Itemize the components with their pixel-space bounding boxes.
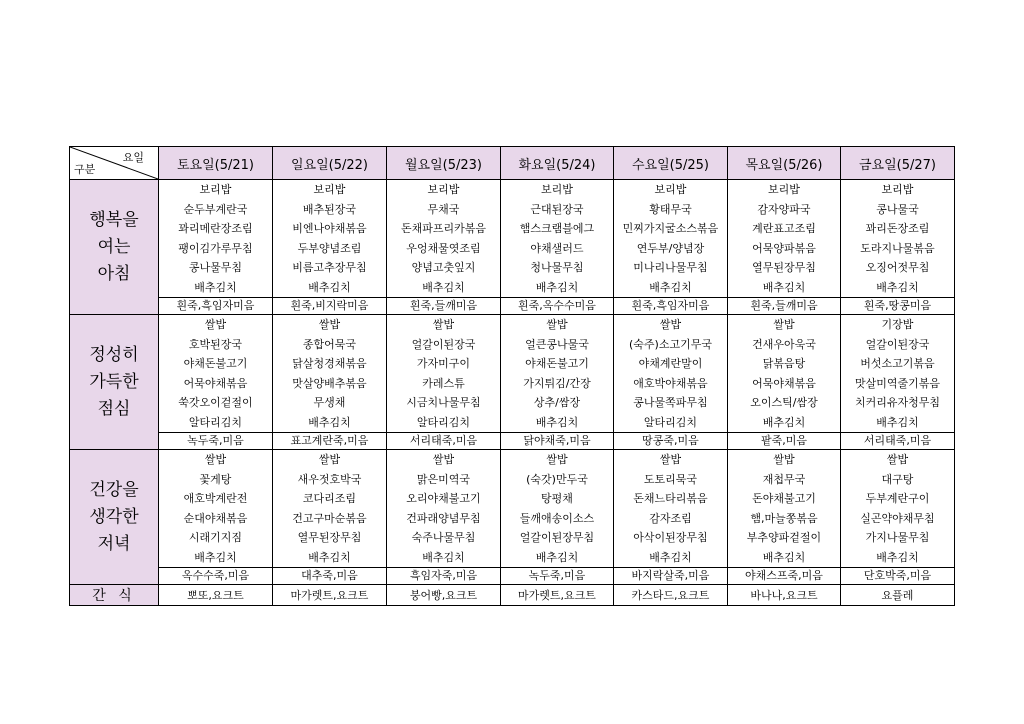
menu-item: 쌀밥 bbox=[659, 318, 682, 331]
menu-item: 쌀밥 bbox=[773, 453, 795, 466]
menu-item: 청나물무침 bbox=[530, 261, 584, 274]
menu-item: 근대된장국 bbox=[530, 202, 584, 216]
menu-item: 기장밥 bbox=[881, 318, 914, 331]
menu-item: 닭볶음탕 bbox=[762, 357, 806, 370]
menu-item: 얼갈이된장국 bbox=[411, 337, 476, 351]
menu-item: 콩나물쪽파무침 bbox=[633, 396, 708, 409]
menu-item: 어묵양파볶음 bbox=[752, 241, 816, 255]
menu-item: 콩나물국 bbox=[876, 202, 919, 216]
corner-label-day: 요일 bbox=[122, 151, 144, 164]
menu-item: 가자미구이 bbox=[416, 357, 471, 370]
menu-item: 보리밥 bbox=[654, 183, 687, 196]
menu-item: 배추김치 bbox=[194, 280, 237, 294]
menu-item: 비엔나야채볶음 bbox=[292, 222, 367, 235]
lunch-menu-cell bbox=[841, 315, 955, 433]
menu-item: 돈채느타리볶음 bbox=[633, 492, 708, 505]
lunch-menu-cell bbox=[501, 315, 614, 433]
section-label-line: 저녁 bbox=[97, 533, 131, 554]
dinner-menu-cell bbox=[614, 450, 728, 568]
day-header: 수요일(5/25) bbox=[614, 147, 728, 180]
menu-item: 시래기지짐 bbox=[188, 531, 243, 544]
porridge-cell: 닭야채죽,미음 bbox=[501, 433, 614, 450]
menu-item: 건파래양념무침 bbox=[406, 511, 481, 525]
menu-item: 건고구마순볶음 bbox=[292, 511, 367, 525]
menu-item: 알타리김치 bbox=[188, 415, 243, 429]
menu-item: 쌀밥 bbox=[204, 453, 227, 466]
breakfast-menu-cell bbox=[614, 180, 728, 298]
menu-item: 야채샐러드 bbox=[530, 241, 584, 255]
corner-cell bbox=[70, 147, 159, 180]
dinner-menu-cell bbox=[501, 450, 614, 568]
menu-item: 열무된장무침 bbox=[297, 531, 362, 544]
lunch-menu-cell bbox=[273, 315, 387, 433]
menu-item: 쌀밥 bbox=[318, 453, 341, 466]
menu-item: 배추김치 bbox=[535, 550, 579, 564]
dinner-section-label bbox=[70, 450, 159, 585]
menu-item: 두부양념조림 bbox=[297, 241, 362, 255]
menu-item: 무생채 bbox=[313, 396, 346, 409]
porridge-cell: 흰죽,비지락미음 bbox=[273, 298, 387, 315]
menu-item: 얼큰콩나물국 bbox=[525, 337, 589, 351]
breakfast-menu-cell bbox=[841, 180, 955, 298]
menu-item: 애호박야채볶음 bbox=[633, 376, 708, 390]
menu-item: 햄,마늘쫑볶음 bbox=[750, 511, 818, 525]
menu-item: 쌀밥 bbox=[659, 453, 682, 466]
menu-item: 배추김치 bbox=[308, 550, 351, 564]
porridge-cell: 단호박죽,미음 bbox=[841, 568, 955, 585]
menu-item: 탕평채 bbox=[541, 492, 573, 505]
menu-item: 배추김치 bbox=[422, 550, 465, 564]
menu-item: 들깨애송이소스 bbox=[519, 511, 595, 525]
menu-item: 야채계란말이 bbox=[638, 357, 703, 370]
section-label-line: 여는 bbox=[97, 236, 131, 257]
menu-item: (숙주)소고기무국 bbox=[629, 337, 712, 351]
menu-item: 꽈리메란장조림 bbox=[178, 222, 253, 235]
snack-label: 간 식 bbox=[70, 585, 159, 606]
menu-item: 오이스틱/쌈장 bbox=[750, 396, 818, 409]
menu-item: 보리밥 bbox=[199, 183, 232, 196]
dinner-menu-row bbox=[70, 450, 955, 568]
menu-item: 꽈리돈장조림 bbox=[865, 222, 930, 235]
breakfast-menu-cell bbox=[159, 180, 273, 298]
menu-item: 쌀밥 bbox=[546, 453, 568, 466]
menu-item: (숙갓)만두국 bbox=[526, 472, 588, 486]
dinner-menu-cell bbox=[159, 450, 273, 568]
menu-item: 쌀밥 bbox=[432, 453, 455, 466]
porridge-cell: 서리태죽,미음 bbox=[387, 433, 501, 450]
menu-item: 쌀밥 bbox=[318, 318, 341, 331]
porridge-cell: 땅콩죽,미음 bbox=[614, 433, 728, 450]
porridge-cell: 흰죽,들깨미음 bbox=[728, 298, 841, 315]
menu-item: 황태무국 bbox=[649, 202, 692, 216]
menu-item: 배추김치 bbox=[649, 550, 692, 564]
menu-item: 배추김치 bbox=[762, 280, 806, 294]
menu-item: 감자조림 bbox=[649, 511, 692, 525]
menu-item: 돈야채불고기 bbox=[752, 492, 816, 505]
menu-item: 쑥갓오이겉절이 bbox=[178, 396, 253, 409]
menu-item: 쌀밥 bbox=[886, 453, 909, 466]
corner-label-category: 구분 bbox=[74, 163, 96, 176]
menu-item: 배추김치 bbox=[535, 280, 579, 294]
menu-item: 꽃게탕 bbox=[199, 472, 232, 486]
menu-item: 보리밥 bbox=[427, 183, 460, 196]
header-row bbox=[70, 147, 955, 180]
menu-item: 아삭이된장무침 bbox=[633, 531, 708, 544]
breakfast-menu-cell bbox=[273, 180, 387, 298]
menu-item: 시금치나물무침 bbox=[406, 396, 481, 409]
porridge-cell: 흰죽,흑임자미음 bbox=[614, 298, 728, 315]
snack-cell: 카스타드,요크트 bbox=[614, 585, 728, 606]
menu-item: 치커리유자청무침 bbox=[854, 396, 940, 409]
menu-item: 비름고추장무침 bbox=[292, 261, 367, 274]
section-label-line: 점심 bbox=[97, 398, 131, 419]
porridge-cell: 녹두죽,미음 bbox=[159, 433, 273, 450]
menu-item: 가지튀김/간장 bbox=[523, 376, 591, 390]
lunch-menu-cell bbox=[159, 315, 273, 433]
snack-cell: 뽀또,요크트 bbox=[159, 585, 273, 606]
menu-item: 어묵야채볶음 bbox=[752, 376, 816, 390]
menu-item: 팽이김가루무침 bbox=[178, 241, 253, 255]
day-header: 화요일(5/24) bbox=[501, 147, 614, 180]
menu-item: 배추된장국 bbox=[302, 202, 357, 216]
snack-row bbox=[70, 585, 955, 606]
day-header: 목요일(5/26) bbox=[728, 147, 841, 180]
menu-item: 야채돈불고기 bbox=[183, 357, 248, 370]
menu-item: 숙주나물무침 bbox=[411, 531, 476, 544]
menu-item: 오징어젓무침 bbox=[865, 261, 930, 274]
porridge-cell: 녹두죽,미음 bbox=[501, 568, 614, 585]
day-header: 토요일(5/21) bbox=[159, 147, 273, 180]
breakfast-menu-row bbox=[70, 180, 955, 298]
menu-item: 순대야채볶음 bbox=[183, 511, 248, 525]
lunch-menu-cell bbox=[614, 315, 728, 433]
breakfast-menu-cell bbox=[728, 180, 841, 298]
menu-item: 버섯소고기볶음 bbox=[860, 357, 935, 370]
menu-item: 맛살양배추볶음 bbox=[292, 376, 367, 390]
menu-item: 오리야채불고기 bbox=[406, 492, 481, 505]
menu-item: 도라지나물볶음 bbox=[860, 241, 935, 255]
menu-item: 배추김치 bbox=[876, 280, 919, 294]
menu-item: 두부계란구이 bbox=[865, 492, 930, 505]
menu-item: 얼갈이된장국 bbox=[865, 337, 930, 351]
snack-cell: 마가렛트,요크트 bbox=[501, 585, 614, 606]
day-header: 금요일(5/27) bbox=[841, 147, 955, 180]
menu-item: 배추김치 bbox=[876, 550, 919, 564]
section-label-line: 행복을 bbox=[89, 209, 139, 230]
dinner-menu-cell bbox=[728, 450, 841, 568]
menu-item: 배추김치 bbox=[535, 415, 579, 429]
menu-item: 양념고춧잎지 bbox=[411, 261, 476, 274]
menu-item: 배추김치 bbox=[649, 280, 692, 294]
menu-item: 배추김치 bbox=[762, 415, 806, 429]
menu-item: 보리밥 bbox=[541, 183, 573, 196]
porridge-cell: 옥수수죽,미음 bbox=[159, 568, 273, 585]
weekly-meal-table bbox=[69, 146, 955, 606]
section-label-line: 건강을 bbox=[89, 479, 139, 500]
menu-item: 쌀밥 bbox=[546, 318, 568, 331]
menu-item: 배추김치 bbox=[308, 415, 351, 429]
menu-item: 콩나물무침 bbox=[188, 261, 243, 274]
breakfast-porridge-row bbox=[70, 298, 955, 315]
lunch-menu-cell bbox=[387, 315, 501, 433]
menu-item: 부추양파겉절이 bbox=[746, 531, 822, 544]
menu-item: 카레스튜 bbox=[422, 376, 465, 390]
breakfast-menu-cell bbox=[501, 180, 614, 298]
menu-item: 배추김치 bbox=[308, 280, 351, 294]
menu-item: 재첩무국 bbox=[762, 472, 806, 486]
section-label-line: 가득한 bbox=[89, 371, 139, 392]
menu-item: 미나리나물무침 bbox=[633, 261, 708, 274]
menu-item: 배추김치 bbox=[876, 415, 919, 429]
snack-cell: 붕어빵,요크트 bbox=[387, 585, 501, 606]
menu-item: 보리밥 bbox=[313, 183, 346, 196]
porridge-cell: 야채스프죽,미음 bbox=[728, 568, 841, 585]
menu-item: 계란표고조림 bbox=[752, 222, 816, 235]
menu-item: 보리밥 bbox=[768, 183, 800, 196]
menu-item: 코다리조림 bbox=[302, 492, 357, 505]
snack-cell: 바나나,요크트 bbox=[728, 585, 841, 606]
breakfast-menu-cell bbox=[387, 180, 501, 298]
menu-item: 종합어묵국 bbox=[302, 337, 357, 351]
menu-item: 배추김치 bbox=[422, 280, 465, 294]
menu-item: 야채돈불고기 bbox=[525, 357, 589, 370]
menu-item: 얼갈이된장무침 bbox=[519, 531, 595, 544]
menu-item: 연두부/양념장 bbox=[636, 241, 705, 255]
menu-item: 맑은미역국 bbox=[416, 472, 471, 486]
lunch-menu-row bbox=[70, 315, 955, 433]
menu-item: 대구탕 bbox=[881, 472, 914, 486]
menu-item: 쌀밥 bbox=[432, 318, 455, 331]
breakfast-section-label bbox=[70, 180, 159, 315]
snack-cell: 마가렛트,요크트 bbox=[273, 585, 387, 606]
menu-item: 건새우아욱국 bbox=[752, 337, 816, 351]
day-header: 월요일(5/23) bbox=[387, 147, 501, 180]
dinner-menu-cell bbox=[841, 450, 955, 568]
porridge-cell: 표고계란죽,미음 bbox=[273, 433, 387, 450]
lunch-menu-cell bbox=[728, 315, 841, 433]
day-header: 일요일(5/22) bbox=[273, 147, 387, 180]
menu-item: 알타리김치 bbox=[643, 415, 698, 429]
porridge-cell: 팥죽,미음 bbox=[728, 433, 841, 450]
porridge-cell: 흰죽,흑임자미음 bbox=[159, 298, 273, 315]
dinner-menu-cell bbox=[273, 450, 387, 568]
menu-item: 배추김치 bbox=[762, 550, 806, 564]
menu-item: 민찌가지굴소스볶음 bbox=[622, 222, 719, 235]
menu-item: 무채국 bbox=[427, 202, 460, 216]
menu-item: 보리밥 bbox=[881, 183, 914, 196]
porridge-cell: 서리태죽,미음 bbox=[841, 433, 955, 450]
porridge-cell: 흑임자죽,미음 bbox=[387, 568, 501, 585]
dinner-menu-cell bbox=[387, 450, 501, 568]
menu-item: 알타리김치 bbox=[416, 415, 471, 429]
menu-item: 순두부계란국 bbox=[183, 202, 248, 216]
menu-item: 닭살청경채볶음 bbox=[292, 357, 367, 370]
menu-item: 쌀밥 bbox=[773, 318, 795, 331]
lunch-porridge-row bbox=[70, 433, 955, 450]
menu-item: 돈채파프리카볶음 bbox=[400, 222, 486, 235]
menu-item: 맛살미역줄기볶음 bbox=[854, 376, 940, 390]
menu-item: 햄스크램블에그 bbox=[519, 222, 595, 235]
section-label-line: 생각한 bbox=[89, 506, 139, 527]
menu-item: 도토리묵국 bbox=[643, 472, 698, 486]
porridge-cell: 대추죽,미음 bbox=[273, 568, 387, 585]
menu-item: 쌀밥 bbox=[204, 318, 227, 331]
porridge-cell: 바지락살죽,미음 bbox=[614, 568, 728, 585]
dinner-porridge-row bbox=[70, 568, 955, 585]
menu-item: 새우젓호박국 bbox=[297, 472, 362, 486]
lunch-section-label bbox=[70, 315, 159, 450]
menu-item: 상추/쌈장 bbox=[533, 396, 581, 409]
menu-item: 애호박계란전 bbox=[183, 492, 248, 505]
menu-item: 배추김치 bbox=[194, 550, 237, 564]
menu-item: 우엉채물엿조림 bbox=[406, 241, 481, 255]
section-label-line: 아침 bbox=[97, 263, 131, 284]
menu-item: 감자양파국 bbox=[757, 202, 811, 216]
menu-item: 호박된장국 bbox=[188, 337, 243, 351]
snack-cell: 요플레 bbox=[841, 585, 955, 606]
porridge-cell: 흰죽,옥수수미음 bbox=[501, 298, 614, 315]
menu-item: 가지나물무침 bbox=[865, 531, 930, 544]
menu-item: 열무된장무침 bbox=[752, 261, 816, 274]
porridge-cell: 흰죽,들깨미음 bbox=[387, 298, 501, 315]
porridge-cell: 흰죽,땅콩미음 bbox=[841, 298, 955, 315]
section-label-line: 정성히 bbox=[89, 344, 139, 365]
menu-item: 어묵야채볶음 bbox=[183, 376, 248, 390]
menu-item: 실곤약야채무침 bbox=[860, 511, 935, 525]
